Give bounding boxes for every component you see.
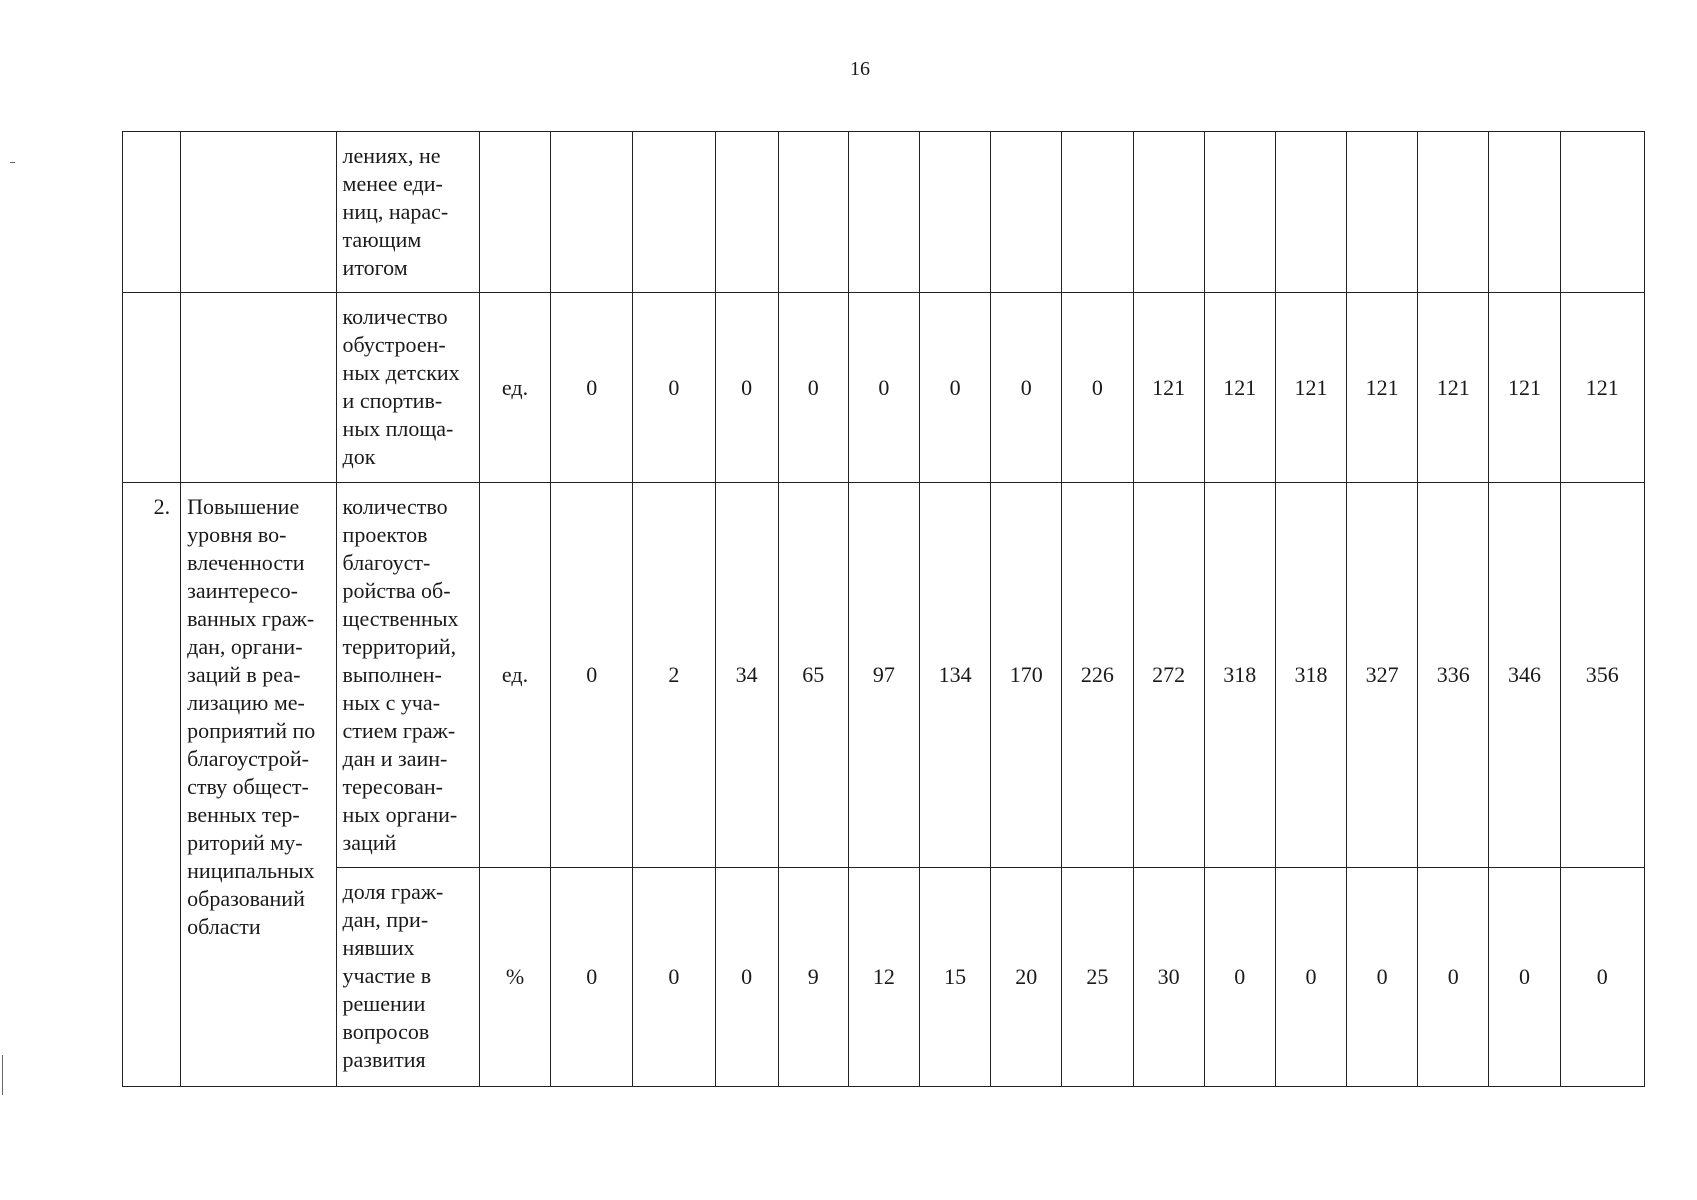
value-cell: 346 [1489,483,1560,868]
value-cell: 336 [1418,483,1489,868]
value-cell: 0 [1489,868,1560,1087]
value-cell: 0 [1062,293,1133,483]
value-cell [633,132,715,293]
value-cell: 25 [1062,868,1133,1087]
value-cell [1062,132,1133,293]
goal-line: ниципальных [187,858,315,883]
value-cell: 318 [1204,483,1275,868]
indicators-table [122,131,1645,1087]
indicator-line: ных органи- [342,802,458,827]
indicator-cell [336,293,479,483]
value-cell: 0 [551,483,633,868]
value-cell: 0 [920,293,991,483]
value-cell: 356 [1560,483,1644,868]
value-cell: 0 [633,868,715,1087]
indicator-line: решении [342,991,426,1016]
unit-cell: ед. [479,483,550,868]
value-cell: 0 [1204,868,1275,1087]
row-number-cell [123,293,181,483]
indicator-line: дан и заин- [342,746,448,771]
indicator-cell [336,483,479,868]
indicator-line: выполнен- [342,662,442,687]
indicator-line: итогом [342,255,408,280]
value-cell: 121 [1489,293,1560,483]
value-cell [848,132,919,293]
value-cell [991,132,1062,293]
unit-cell [479,132,550,293]
indicator-line: развития [342,1047,426,1072]
value-cell: 170 [991,483,1062,868]
table-row [123,293,1645,483]
value-cell: 0 [551,293,633,483]
indicator-line: участие в [342,963,432,988]
goal-line: заинтересо- [187,578,298,603]
value-cell: 0 [1560,868,1644,1087]
goal-line: риторий му- [187,830,303,855]
table-row [123,132,1645,293]
scan-edge-mark [10,162,15,163]
value-cell: 0 [715,293,778,483]
goal-line: ству общест- [187,774,309,799]
value-cell: 15 [920,868,991,1087]
indicator-line: заций [342,830,397,855]
value-cell: 121 [1560,293,1644,483]
indicator-line: нявших [342,935,415,960]
value-cell: 0 [848,293,919,483]
value-cell: 121 [1204,293,1275,483]
value-cell: 2 [633,483,715,868]
indicator-line: количество [342,494,448,519]
indicator-line: док [342,444,376,469]
indicator-line: ных детских [342,360,460,385]
goal-line: заций в реа- [187,662,301,687]
value-cell [1489,132,1560,293]
goal-line: ванных граж- [187,606,315,631]
value-cell [1275,132,1346,293]
indicator-line: ных площа- [342,416,454,441]
value-cell: 30 [1133,868,1204,1087]
goal-line: влеченности [187,550,305,575]
indicator-line: ройства об- [342,578,451,603]
value-cell: 9 [778,868,848,1087]
goal-line: уровня во- [187,522,287,547]
indicator-line: территорий, [342,634,457,659]
value-cell: 121 [1275,293,1346,483]
goal-cell [181,293,336,483]
value-cell [1560,132,1644,293]
indicator-line: доля граж- [342,879,444,904]
value-cell: 0 [991,293,1062,483]
page-number: 16 [850,58,870,80]
value-cell: 272 [1133,483,1204,868]
indicator-line: щественных [342,606,459,631]
value-cell: 0 [551,868,633,1087]
value-cell [1133,132,1204,293]
indicator-line: стием граж- [342,718,456,743]
value-cell: 0 [1418,868,1489,1087]
indicator-cell [336,868,479,1087]
goal-line: дан, органи- [187,634,303,659]
value-cell [715,132,778,293]
value-cell: 0 [715,868,778,1087]
indicator-line: ниц, нарас- [342,199,449,224]
goal-line: лизацию ме- [187,690,305,715]
goal-line: роприятий по [187,718,316,743]
unit-cell: % [479,868,550,1087]
unit-cell: ед. [479,293,550,483]
value-cell [920,132,991,293]
goal-line: Повышение [187,494,300,519]
table-row [123,868,1645,1087]
value-cell: 0 [778,293,848,483]
value-cell: 121 [1133,293,1204,483]
indicator-line: и спортив- [342,388,443,413]
value-cell: 65 [778,483,848,868]
goal-cell [181,483,336,1087]
row-number-cell [123,132,181,293]
value-cell: 97 [848,483,919,868]
indicator-line: тающим [342,227,422,252]
value-cell: 121 [1347,293,1418,483]
value-cell: 327 [1347,483,1418,868]
indicator-line: количество [342,304,448,329]
value-cell [1347,132,1418,293]
value-cell: 20 [991,868,1062,1087]
goal-line: области [187,914,261,939]
value-cell: 318 [1275,483,1346,868]
value-cell: 0 [1275,868,1346,1087]
indicator-line: тересован- [342,774,443,799]
scan-edge-mark [2,1055,3,1095]
table-row [123,483,1645,868]
value-cell [551,132,633,293]
indicator-line: менее еди- [342,171,443,196]
indicator-line: благоуст- [342,550,431,575]
goal-line: венных тер- [187,802,300,827]
value-cell: 0 [633,293,715,483]
row-number-cell: 2. [123,483,181,1087]
value-cell [1418,132,1489,293]
indicator-line: ных с уча- [342,690,441,715]
value-cell: 34 [715,483,778,868]
value-cell [778,132,848,293]
indicator-line: лениях, не [342,143,441,168]
value-cell: 134 [920,483,991,868]
value-cell: 121 [1418,293,1489,483]
value-cell: 12 [848,868,919,1087]
goal-line: образований [187,886,305,911]
indicator-line: дан, при- [342,907,429,932]
value-cell: 226 [1062,483,1133,868]
goal-cell [181,132,336,293]
indicator-line: обустроен- [342,332,446,357]
value-cell [1204,132,1275,293]
indicator-cell [336,132,479,293]
goal-line: благоустрой- [187,746,309,771]
value-cell: 0 [1347,868,1418,1087]
indicator-line: вопросов [342,1019,430,1044]
indicator-line: проектов [342,522,428,547]
